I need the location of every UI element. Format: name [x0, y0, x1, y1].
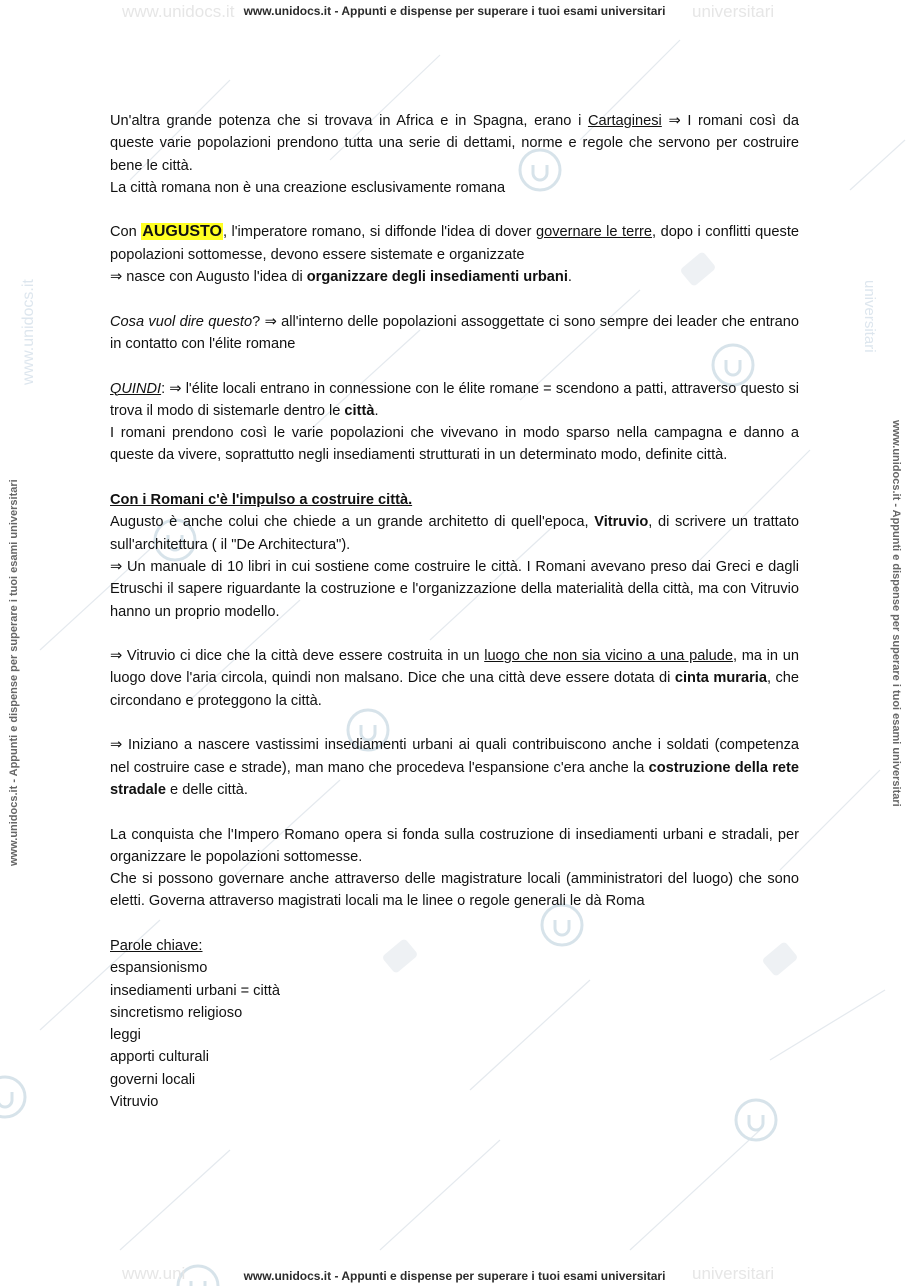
list-item: espansionismo — [110, 960, 208, 977]
text-run: e delle città. — [165, 781, 248, 798]
bold-term: Vitruvio — [594, 514, 649, 531]
side-faint-watermark-left: www.unidocs.it — [20, 279, 37, 385]
page-footer: www.unidocs.it - Appunti e dispense per superare i tuoi esami universitari — [243, 1269, 666, 1283]
paragraph-citta-romana: La città romana non è una creazione esclusivamente romana — [110, 179, 506, 196]
paragraph-insediamenti — [110, 734, 799, 801]
bold-term: costruzione della rete stradale — [110, 759, 799, 798]
text-run: . — [374, 402, 379, 419]
underlined-term: Cartaginesi — [587, 113, 662, 129]
underlined-term: luogo che non sia vicino a una palude — [484, 648, 733, 665]
footer-faint-watermark-left: www.uni — [122, 1264, 186, 1283]
paragraph-quindi — [110, 378, 799, 423]
text-run: ⇒ I romani così da queste varie popolazioni prendono tutta una serie di dettami, norme e regole che servono per costruire bene le città. — [110, 113, 799, 174]
side-faint-watermark-right: universitari — [861, 280, 878, 353]
list-item: sincretismo religioso — [110, 1004, 243, 1021]
text-run: , dopo i conflitti queste popolazioni sottomesse, devono essere sistemate e organizzate — [110, 224, 799, 263]
paragraph-cartaginesi — [110, 110, 799, 177]
section-heading: Con i Romani c'è l'impulso a costruire città. — [110, 492, 413, 509]
text-run: , ma in un luogo dove l'aria circola, quindi non malsano. Dice che una città deve essere dotata di — [110, 648, 799, 687]
list-item: Vitruvio — [110, 1094, 159, 1111]
footer-faint-watermark-right: universitari — [692, 1264, 775, 1283]
text-run: ⇒ Vitruvio ci dice che la città deve essere costruita in un — [110, 648, 485, 665]
header-faint-watermark-right: universitari — [692, 2, 775, 21]
page-header: www.unidocs.it - Appunti e dispense per superare i tuoi esami universitari — [243, 4, 666, 18]
paragraph-cosa-vuol-dire — [110, 311, 799, 356]
paragraph-romani-popolazioni: I romani prendono così le varie popolazioni che vivevano in modo sparso nella campagna e danno a queste da vivere, soprattutto negli insediamenti strutturati in un determinato modo, definite città. — [110, 425, 799, 464]
text-run: ? ⇒ all'interno delle popolazioni assoggettate ci sono sempre dei leader che entrano in contatto con l'élite romane — [110, 313, 799, 352]
text-run: ⇒ nasce con Augusto l'idea di — [110, 269, 307, 286]
list-item: apporti culturali — [110, 1049, 209, 1066]
keywords-list — [110, 957, 799, 1113]
list-item: insediamenti urbani = città — [110, 982, 280, 999]
list-item: governi locali — [110, 1071, 196, 1088]
text-run: . — [567, 269, 572, 286]
text-run: Augusto è anche colui che chiede a un grande architetto di quell'epoca, — [110, 514, 595, 531]
paragraph-conquista: La conquista che l'Impero Romano opera si fonda sulla costruzione di insediamenti urbani e stradali, per organizzare le popolazioni sottomesse. — [110, 826, 799, 865]
italic-underlined-term: QUINDI — [110, 380, 162, 397]
bold-term: cinta muraria — [674, 670, 767, 687]
text-run: , l'imperatore romano, si diffonde l'idea di dover — [222, 224, 536, 241]
document-body — [110, 110, 799, 1113]
paragraph-magistrature: Che si possono governare anche attraverso delle magistrature locali (amministratori del luogo) che sono eletti. Governa attraverso magistrati locali ma le linee o regole generali le dà Roma — [110, 871, 799, 910]
text-run: Un'altra grande potenza che si trovava in Africa e in Spagna, erano i — [110, 113, 588, 129]
italic-term: Cosa vuol dire questo — [110, 313, 253, 330]
bold-term: città — [344, 402, 375, 419]
paragraph-luogo — [110, 645, 799, 712]
paragraph-manuale: ⇒ Un manuale di 10 libri in cui sostiene come costruire le città. I Romani avevano preso dai Greci e dagli Etruschi il sapere riguardante la costruzione e l'organizzazione della materialità della città, ma con Vitruvio hanno un proprio modello. — [110, 558, 799, 620]
text-run: ⇒ Iniziano a nascere vastissimi insediamenti urbani ai quali contribuiscono anche i soldati (competenza nel costruire case e strade), man mano che procedeva l'espansione c'era anche la — [110, 737, 799, 776]
text-run: Con — [110, 224, 142, 241]
header-faint-watermark-left: www.unidocs.it — [122, 2, 235, 21]
paragraph-organizzare — [110, 266, 799, 288]
bold-term: organizzare degli insediamenti urbani — [306, 269, 568, 286]
side-watermark-left: www.unidocs.it - Appunti e dispense per superare i tuoi esami universitari — [8, 479, 20, 866]
highlighted-term: AUGUSTO — [142, 223, 222, 241]
text-run: : ⇒ l'élite locali entrano in connessione con le élite romane = scendono a patti, attraverso questo si trova il modo di sistemarle dentro le — [110, 380, 799, 419]
keywords-title: Parole chiave: — [110, 937, 203, 954]
side-watermark-right: www.unidocs.it - Appunti e dispense per superare i tuoi esami universitari — [890, 420, 902, 807]
underlined-term: governare le terre — [535, 224, 653, 241]
list-item: leggi — [110, 1027, 141, 1044]
paragraph-vitruvio — [110, 511, 799, 556]
paragraph-augusto — [110, 221, 799, 266]
text-run: , che circondano e proteggono la città. — [110, 670, 800, 709]
text-run: , di scrivere un trattato sull'architettura ( il "De Architectura"). — [110, 514, 799, 553]
